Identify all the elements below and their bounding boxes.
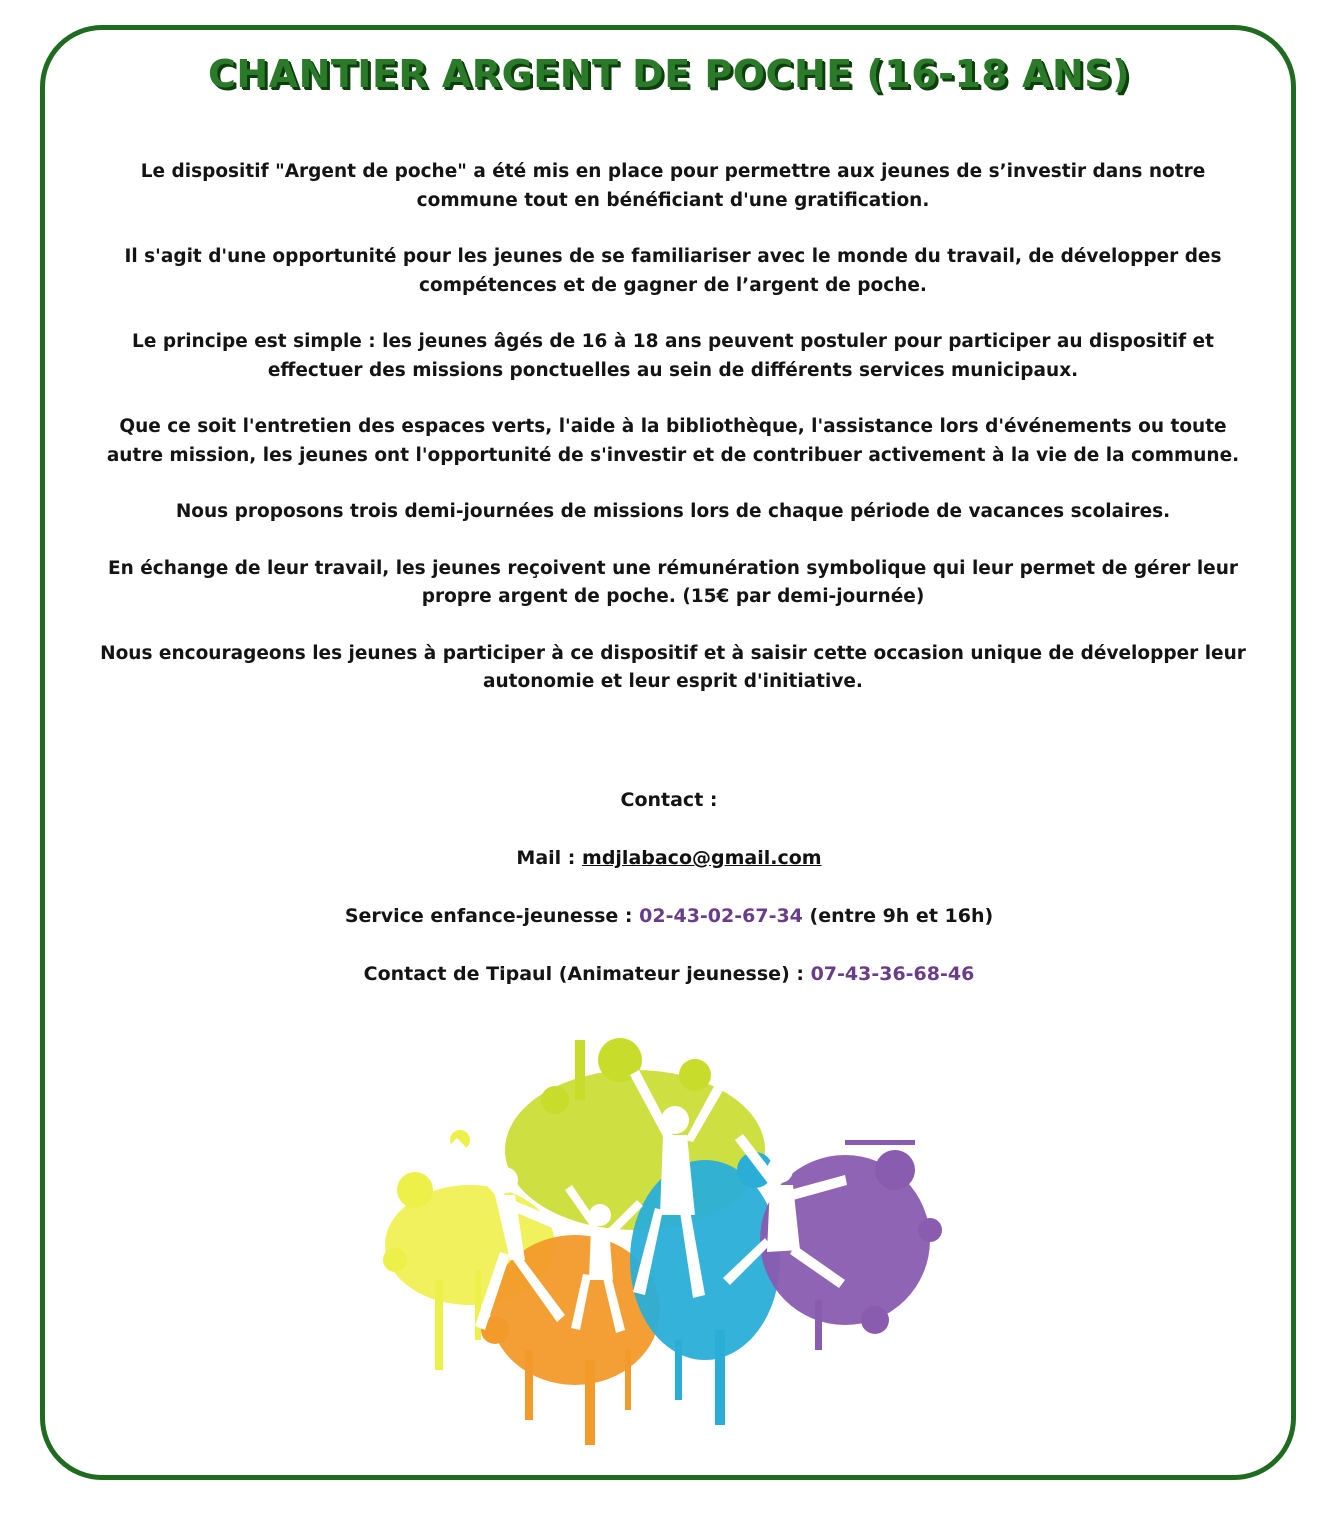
page-title: CHANTIER ARGENT DE POCHE (16-18 ANS): [207, 52, 1131, 96]
contact-section: [0, 787, 1338, 1019]
paragraph-opportunity: Il s'agit d'une opportunité pour les jeunes de se familiariser avec le monde du travail, de développer des compétences et de gagner de l’argent de poche.: [124, 246, 1222, 296]
service-hours: (entre 9h et 16h): [802, 905, 994, 927]
paragraph-principle: Le principe est simple : les jeunes âgés de 16 à 18 ans peuvent postuler pour participer au dispositif et effectuer des missions ponctuelles au sein de différents services municipaux.: [132, 331, 1214, 381]
tipaul-label: Contact de Tipaul (Animateur jeunesse) :: [363, 963, 811, 985]
contact-tipaul-line: [0, 961, 1338, 987]
paragraph-encouragement: Nous encourageons les jeunes à participer à ce dispositif et à saisir cette occasion unique de développer leur autonomie et leur esprit d'initiative.: [100, 642, 1246, 692]
service-label: Service enfance-jeunesse :: [344, 905, 640, 927]
tipaul-phone-link[interactable]: 07-43-36-68-46: [810, 963, 975, 985]
paragraph-intro: Le dispositif "Argent de poche" a été mis en place pour permettre aux jeunes de s’investir dans notre commune tout en bénéficiant d'une gratification.: [140, 161, 1206, 211]
paragraph-missions: Que ce soit l'entretien des espaces verts, l'aide à la bibliothèque, l'assistance lors d'événements ou toute autre mission, les jeunes ont l'opportunité de s'investir et de contribuer activement à la vie de la commune.: [106, 416, 1240, 466]
service-phone-link[interactable]: 02-43-02-67-34: [639, 905, 803, 927]
contact-heading: Contact :: [620, 789, 718, 811]
paragraph-schedule: Nous proposons trois demi-journées de missions lors de chaque période de vacances scolaires.: [175, 501, 1171, 522]
paint-splash-icon: [383, 1038, 942, 1445]
description-section: [90, 158, 1256, 725]
contact-service-line: [0, 903, 1338, 929]
mail-label: Mail :: [516, 847, 583, 869]
dancing-silhouettes-illustration: [375, 1030, 970, 1450]
contact-mail-line: [0, 845, 1338, 871]
mail-link[interactable]: mdjlabaco@gmail.com: [582, 847, 822, 869]
paragraph-payment: En échange de leur travail, les jeunes reçoivent une rémunération symbolique qui leur permet de gérer leur propre argent de poche. (15€ par demi-journée): [107, 557, 1239, 607]
